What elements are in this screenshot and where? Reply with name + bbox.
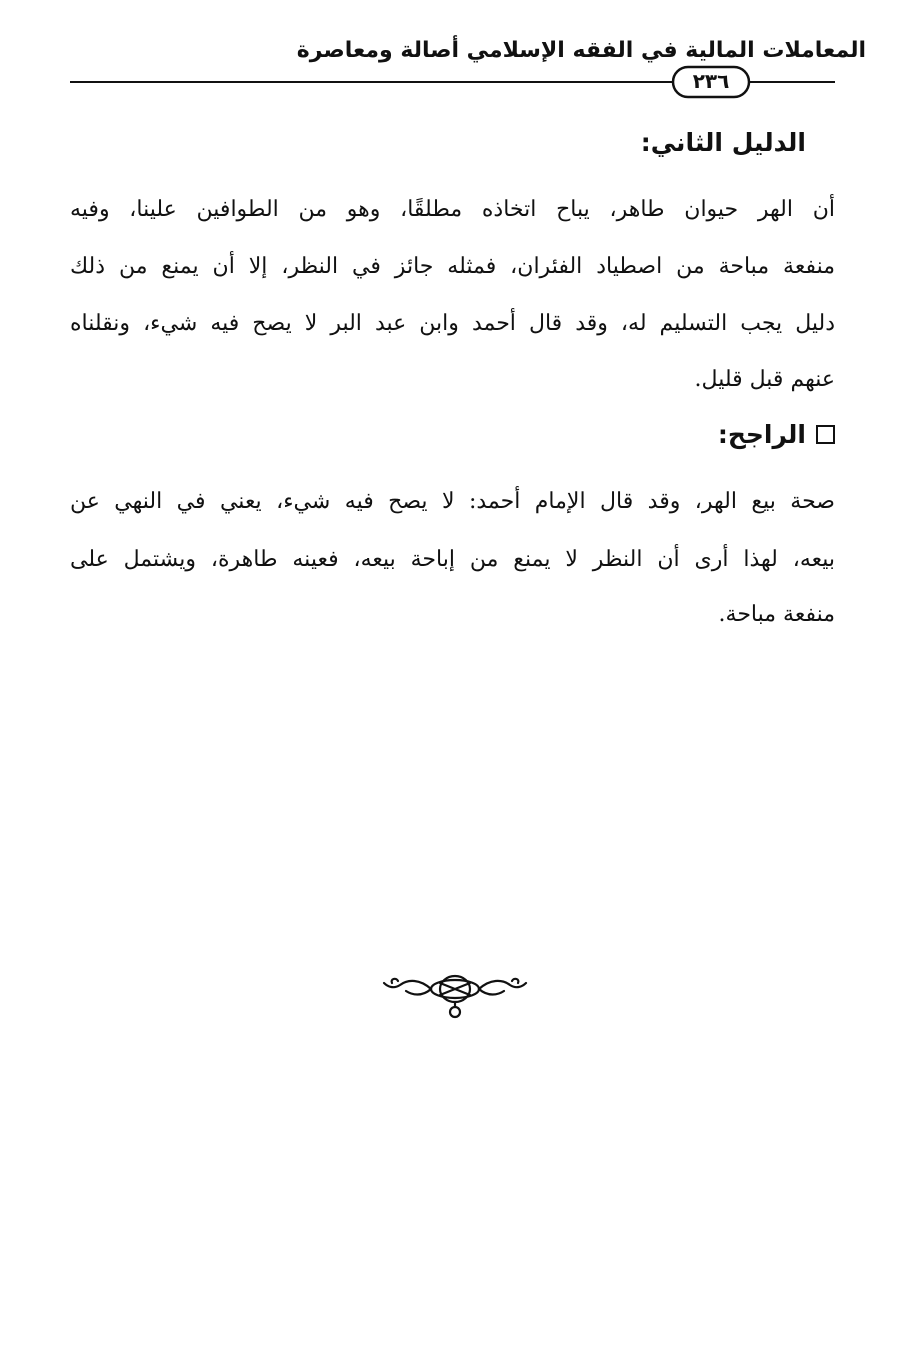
section-heading: الدليل الثاني: (640, 128, 806, 157)
paragraph-line: عنهم قبل قليل. (694, 367, 835, 392)
checkbox-icon (816, 425, 835, 444)
end-ornament-icon (380, 965, 530, 1025)
paragraph-line: دليل يجب التسليم له، وقد قال أحمد وابن عبد البر لا يصح فيه شيء، ونقلناه (70, 311, 835, 336)
page-number: ٢٣٦ (692, 69, 730, 93)
paragraph-line: منفعة مباحة. (718, 602, 835, 627)
paragraph-line: منفعة مباحة من اصطياد الفئران، فمثله جائز في النظر، إلا أن يمنع من ذلك (70, 254, 835, 279)
rajih-heading-text: الراجح: (717, 420, 806, 449)
page-number-frame (667, 63, 755, 101)
running-title: المعاملات المالية في الفقه الإسلامي أصالة ومعاصرة (296, 38, 866, 63)
paragraph-line: أن الهر حيوان طاهر، يباح اتخاذه مطلقًا، وهو من الطوافين علينا، وفيه (70, 197, 835, 222)
rajih-heading (435, 420, 835, 460)
paragraph-line: صحة بيع الهر، وقد قال الإمام أحمد: لا يصح فيه شيء، يعني في النهي عن (70, 489, 835, 514)
paragraph-line: بيعه، لهذا أرى أن النظر لا يمنع من إباحة بيعه، فعينه طاهرة، ويشتمل على (70, 547, 835, 572)
